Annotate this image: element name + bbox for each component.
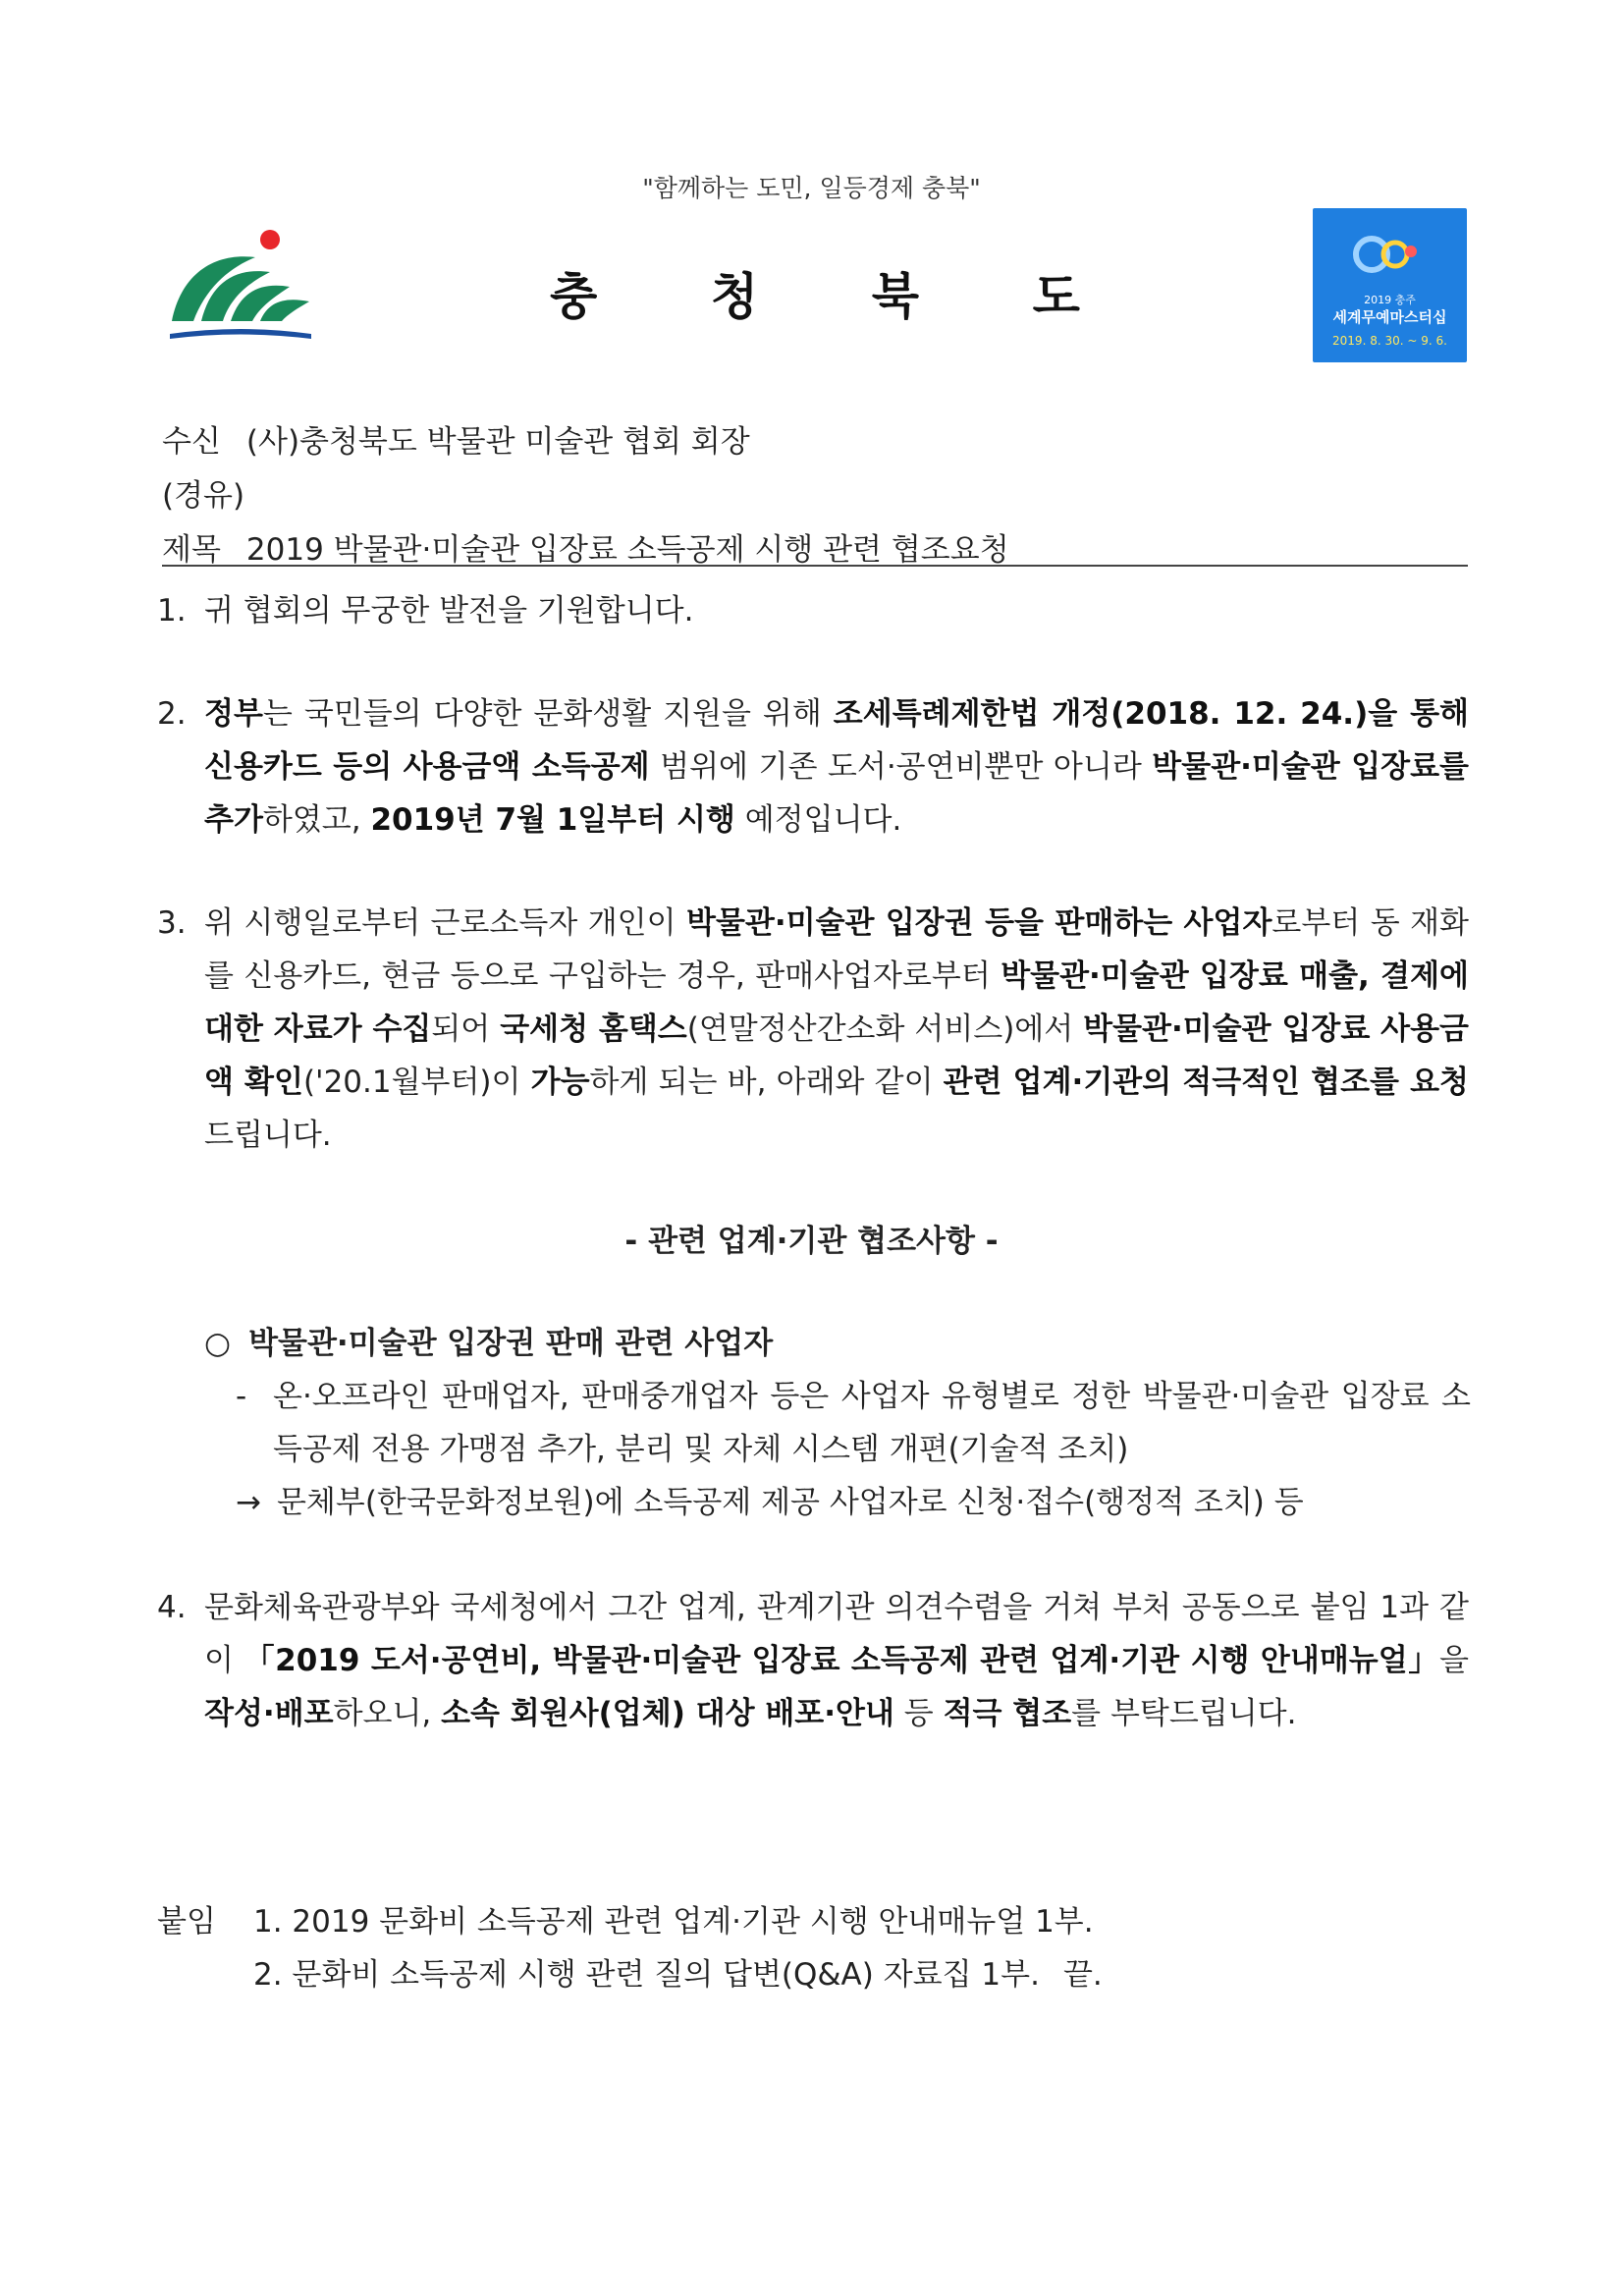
chungbuk-logo-icon [162,228,319,351]
org-char: 청 [710,268,759,325]
via-line: (경유) [162,478,245,514]
paragraph-text: 문화체육관광부와 국세청에서 그간 업계, 관계기관 의견수렴을 거쳐 부처 공동으로 붙임 1과 같이 「2019 도서·공연비, 박물관·미술관 입장료 소득공제 관련 업계·기관 시행 안내매뉴얼」을 작성·배포하오니, 소속 회원사(업체) 대상 배포·안내 등 적극 협조를 부탁드립니다. [204,1590,1469,1731]
circle-bullet-icon: ○ [204,1326,232,1361]
recipient-line [162,416,750,461]
coop-line-1 [236,1370,1471,1476]
attachment-item-1: 1. 2019 문화비 소득공제 관련 업계·기관 시행 안내매뉴얼 1부. [253,1904,1094,1940]
paragraph-text: 귀 협회의 무궁한 발전을 기원합니다. [204,593,694,629]
section-title: - 관련 업계·기관 협조사항 - [624,1224,999,1259]
event-badge [1313,208,1467,362]
attachment-item-2 [253,1948,1103,2001]
org-char: 북 [871,268,920,325]
paragraph-text: 위 시행일로부터 근로소득자 개인이 박물관·미술관 입장권 등을 판매하는 사업자로부터 동 재화를 신용카드, 현금 등으로 구입하는 경우, 판매사업자로부터 박물관·미술관 입장료 매출, 결제에 대한 자료가 수집되어 국세청 홈택스(연말정산간소화 서비스)에서 박물관·미술관 입장료 사용금액 확인('20.1월부터)이 가능하게 되는 바, 아래와 같이 관련 업계·기관의 적극적인 협조를 요청드립니다. [204,905,1470,1153]
coop-line-2-text: 문체부(한국문화정보원)에 소득공제 제공 사업자로 신청·접수(행정적 조치) 등 [276,1485,1304,1520]
badge-event-name: 세계무예마스터십 [1332,308,1447,326]
subject-line [162,524,1009,569]
coop-line-1-text: 온·오프라인 판매업자, 판매중개업자 등은 사업자 유형별로 정한 박물관·미술관 입장료 소득공제 전용 가맹점 추가, 분리 및 자체 시스템 개편(기술적 조치) [273,1379,1471,1467]
organization-name [550,257,1080,328]
attachment-item-2-text: 2. 문화비 소득공제 시행 관련 질의 답변(Q&A) 자료집 1부. [253,1957,1040,1993]
badge-dates: 2019. 8. 30. ~ 9. 6. [1332,334,1447,348]
paragraph-number: 3. [157,905,187,941]
badge-year: 2019 충주 [1364,294,1416,306]
arrow-icon: → [236,1485,261,1520]
recipient-label: 수신 [162,424,221,460]
slogan: "함께하는 도민, 일등경제 충북" [642,174,981,202]
attachment-label: 붙임 [157,1904,216,1940]
org-char: 도 [1032,268,1080,325]
dash-bullet: - [236,1379,247,1414]
coop-line-2 [236,1476,1471,1529]
paragraph-4 [157,1581,1469,1740]
subject-label: 제목 [162,532,221,568]
paragraph-number: 4. [157,1590,187,1625]
paragraph-text: 정부는 국민들의 다양한 문화생활 지원을 위해 조세특례제한법 개정(2018. 12. 24.)을 통해 신용카드 등의 사용금액 소득공제 범위에 기존 도서·공연비뿐만 아니라 박물관·미술관 입장료를 추가하였고, 2019년 7월 1일부터 시행 예정입니다. [204,696,1469,838]
paragraph-1 [157,584,1469,637]
coop-heading [204,1317,1471,1370]
org-char: 충 [550,268,598,325]
subject-value: 2019 박물관·미술관 입장료 소득공제 시행 관련 협조요청 [245,532,1009,568]
end-mark: 끝. [1062,1957,1103,1993]
paragraph-3 [157,897,1469,1162]
paragraph-number: 2. [157,696,187,732]
recipient-value: (사)충청북도 박물관 미술관 협회 회장 [245,424,750,460]
header-divider [162,565,1468,567]
paragraph-2 [157,687,1469,847]
paragraph-number: 1. [157,593,187,629]
event-emblem-icon [1350,230,1429,279]
coop-heading-text: 박물관·미술관 입장권 판매 관련 사업자 [248,1326,774,1361]
